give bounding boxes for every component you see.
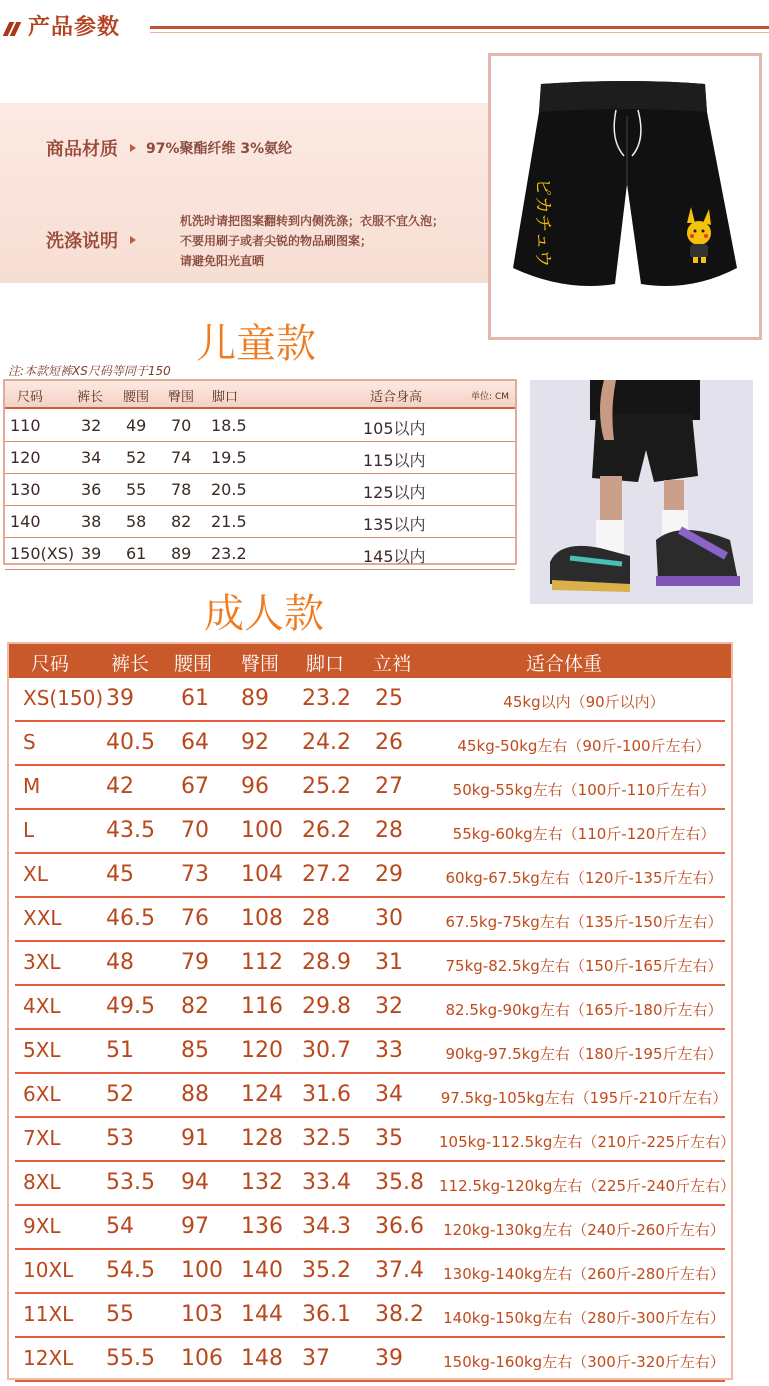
table-cell: 43.5 — [106, 818, 155, 843]
table-cell: 27.2 — [302, 862, 351, 887]
header-cell: 脚口 — [306, 653, 345, 675]
table-cell: 112 — [241, 950, 283, 975]
table-cell: XS(150) — [23, 686, 104, 710]
table-cell: 32.5 — [302, 1126, 351, 1151]
table-cell: 39 — [375, 1346, 403, 1371]
table-cell: 31 — [375, 950, 403, 975]
table-cell: 49.5 — [106, 994, 155, 1019]
table-cell: 135以内 — [363, 515, 426, 534]
table-cell: 58 — [126, 512, 147, 531]
table-row — [9, 986, 731, 1030]
table-cell: 30.7 — [302, 1038, 351, 1063]
table-cell: 33 — [375, 1038, 403, 1063]
table-cell: XL — [23, 862, 48, 886]
header-cell: 裤长 — [111, 653, 150, 675]
table-cell: 21.5 — [211, 512, 247, 531]
table-cell: 132 — [241, 1170, 283, 1195]
table-cell: 25.2 — [302, 774, 351, 799]
model-photo — [530, 380, 753, 604]
table-cell: 54.5 — [106, 1258, 155, 1283]
header-cell: 适合体重 — [526, 653, 603, 675]
arrow-right-icon — [130, 236, 136, 244]
table-cell: L — [23, 818, 35, 842]
weight-range-cell: 82.5kg-90kg左右（165斤-180斤左右） — [445, 1001, 723, 1019]
table-cell: 73 — [181, 862, 209, 887]
header-rule — [150, 32, 769, 33]
table-cell: 20.5 — [211, 480, 247, 499]
print-text: ピカチュウ — [532, 178, 553, 268]
kids-size-table — [3, 379, 517, 565]
table-cell: 42 — [106, 774, 134, 799]
table-cell: 11XL — [23, 1302, 74, 1326]
wash-line: 请避免阳光直晒 — [180, 254, 265, 268]
table-cell: 29 — [375, 862, 403, 887]
table-cell: 5XL — [23, 1038, 61, 1062]
table-cell: 144 — [241, 1302, 283, 1327]
table-cell: 105以内 — [363, 419, 426, 438]
table-cell: M — [23, 774, 41, 798]
table-cell: 97 — [181, 1214, 209, 1239]
table-cell: 34.3 — [302, 1214, 351, 1239]
table-cell: 29.8 — [302, 994, 351, 1019]
weight-range-cell: 105kg-112.5kg左右（210斤-225斤左右） — [439, 1133, 736, 1151]
table-cell: 32 — [81, 416, 102, 435]
table-cell: 12XL — [23, 1346, 74, 1370]
table-row — [9, 722, 731, 766]
table-cell: 70 — [181, 818, 209, 843]
table-cell: 125以内 — [363, 483, 426, 502]
table-cell: 52 — [126, 448, 147, 467]
table-row — [5, 409, 515, 442]
table-cell: 55.5 — [106, 1346, 155, 1371]
table-cell: 61 — [181, 686, 209, 711]
weight-range-cell: 67.5kg-75kg左右（135斤-150斤左右） — [445, 913, 723, 931]
table-cell: 35.8 — [375, 1170, 424, 1195]
table-cell: 38 — [81, 512, 102, 531]
table-cell: 79 — [181, 950, 209, 975]
adult-size-table — [7, 642, 736, 1380]
table-row — [9, 1294, 731, 1338]
table-cell: 28 — [302, 906, 330, 931]
table-cell: 7XL — [23, 1126, 61, 1150]
table-cell: 85 — [181, 1038, 209, 1063]
product-info-panel — [0, 103, 490, 283]
header-cell: 臀围 — [241, 653, 280, 675]
table-cell: 37.4 — [375, 1258, 424, 1283]
table-cell: 74 — [171, 448, 192, 467]
kids-note: 注:本款短裤XS尺码等同于150 — [8, 364, 171, 378]
table-row — [9, 1206, 731, 1250]
table-cell: 78 — [171, 480, 192, 499]
table-cell: 103 — [181, 1302, 223, 1327]
header-cell: 腰围 — [123, 390, 150, 405]
table-cell: 24.2 — [302, 730, 351, 755]
wash-line: 不要用刷子或者尖锐的物品刷图案； — [180, 234, 373, 248]
table-row — [9, 898, 731, 942]
table-cell: 130 — [10, 480, 41, 499]
table-row — [5, 473, 515, 506]
table-row — [9, 1118, 736, 1162]
table-cell: 110 — [10, 416, 41, 435]
table-cell: 67 — [181, 774, 209, 799]
weight-range-cell: 140kg-150kg左右（280斤-300斤左右） — [443, 1309, 725, 1327]
table-cell: 49 — [126, 416, 147, 435]
row-divider — [15, 1380, 725, 1382]
header-cell: 脚口 — [212, 390, 239, 405]
table-cell: 36.1 — [302, 1302, 351, 1327]
table-cell: 91 — [181, 1126, 209, 1151]
table-row — [5, 441, 515, 474]
weight-range-cell: 112.5kg-120kg左右（225斤-240斤左右） — [439, 1177, 736, 1195]
table-cell: 120 — [241, 1038, 283, 1063]
table-cell: 64 — [181, 730, 209, 755]
weight-range-cell: 45kg-50kg左右（90斤-100斤左右） — [457, 737, 711, 755]
table-cell: 82 — [181, 994, 209, 1019]
table-cell: 30 — [375, 906, 403, 931]
model-illustration — [530, 380, 753, 604]
table-cell: 104 — [241, 862, 283, 887]
header-cell: 腰围 — [174, 653, 213, 675]
weight-range-cell: 60kg-67.5kg左右（120斤-135斤左右） — [445, 869, 723, 887]
table-cell: 18.5 — [211, 416, 247, 435]
arrow-right-icon — [130, 144, 136, 152]
weight-range-cell: 55kg-60kg左右（110斤-120斤左右） — [452, 825, 716, 843]
table-row — [5, 537, 515, 570]
product-photo — [488, 53, 762, 340]
table-cell: 39 — [81, 544, 102, 563]
header-cell: 尺码 — [31, 653, 70, 675]
table-row — [9, 1030, 731, 1074]
table-cell: 33.4 — [302, 1170, 351, 1195]
adult-title: 成人款 — [204, 591, 324, 637]
table-cell: 36 — [81, 480, 102, 499]
weight-range-cell: 130kg-140kg左右（260斤-280斤左右） — [443, 1265, 725, 1283]
material-label: 商品材质 — [46, 139, 118, 160]
weight-range-cell: 75kg-82.5kg左右（150斤-165斤左右） — [445, 957, 723, 975]
table-cell: 48 — [106, 950, 134, 975]
table-cell: 38.2 — [375, 1302, 424, 1327]
table-row — [9, 678, 731, 722]
wash-row — [46, 227, 146, 253]
table-row — [9, 854, 731, 898]
table-cell: 19.5 — [211, 448, 247, 467]
weight-range-cell: 45kg以内（90斤以内） — [503, 693, 665, 711]
table-cell: 34 — [375, 1082, 403, 1107]
kids-table-header — [5, 381, 515, 409]
table-cell: 100 — [241, 818, 283, 843]
table-cell: 3XL — [23, 950, 61, 974]
table-cell: 124 — [241, 1082, 283, 1107]
table-cell: 36.6 — [375, 1214, 424, 1239]
kids-title: 儿童款 — [196, 321, 316, 367]
table-cell: 82 — [171, 512, 192, 531]
material-value: 97%聚酯纤维 3%氨纶 — [146, 141, 293, 157]
table-cell: 120 — [10, 448, 41, 467]
table-cell: 61 — [126, 544, 147, 563]
table-cell: 116 — [241, 994, 283, 1019]
weight-range-cell: 97.5kg-105kg左右（195斤-210斤左右） — [440, 1089, 728, 1107]
table-cell: 53 — [106, 1126, 134, 1151]
header-cell: 尺码 — [17, 390, 44, 405]
table-cell: 128 — [241, 1126, 283, 1151]
table-cell: 35 — [375, 1126, 403, 1151]
header-cell: 适合身高 — [370, 390, 423, 405]
table-cell: 6XL — [23, 1082, 61, 1106]
header-cell: 臀围 — [168, 390, 195, 405]
table-cell: 4XL — [23, 994, 61, 1018]
table-cell: 150(XS) — [10, 544, 75, 563]
unit-label: 单位: CM — [471, 392, 509, 402]
table-cell: 28 — [375, 818, 403, 843]
material-row — [46, 135, 292, 161]
table-cell: 9XL — [23, 1214, 61, 1238]
table-cell: 31.6 — [302, 1082, 351, 1107]
table-cell: 148 — [241, 1346, 283, 1371]
table-cell: 106 — [181, 1346, 223, 1371]
wash-label: 洗涤说明 — [46, 231, 118, 252]
table-cell: 88 — [181, 1082, 209, 1107]
table-cell: 25 — [375, 686, 403, 711]
table-cell: 26 — [375, 730, 403, 755]
table-row — [9, 766, 731, 810]
table-cell: 108 — [241, 906, 283, 931]
table-cell: 32 — [375, 994, 403, 1019]
wash-instructions — [180, 211, 444, 271]
header-cell: 立裆 — [373, 653, 412, 675]
table-cell: 27 — [375, 774, 403, 799]
table-cell: 45 — [106, 862, 134, 887]
weight-range-cell: 120kg-130kg左右（240斤-260斤左右） — [443, 1221, 725, 1239]
table-cell: 39 — [106, 686, 134, 711]
table-row — [9, 1162, 736, 1206]
table-cell: 23.2 — [302, 686, 351, 711]
table-cell: 46.5 — [106, 906, 155, 931]
table-cell: 52 — [106, 1082, 134, 1107]
header-cell: 裤长 — [77, 390, 104, 405]
table-cell: 94 — [181, 1170, 209, 1195]
table-cell: XXL — [23, 906, 62, 930]
table-cell: 55 — [106, 1302, 134, 1327]
table-cell: 35.2 — [302, 1258, 351, 1283]
table-row — [9, 1250, 731, 1294]
table-row — [9, 942, 731, 986]
table-cell: 76 — [181, 906, 209, 931]
table-cell: 28.9 — [302, 950, 351, 975]
wash-line: 机洗时请把图案翻转到内侧洗涤；衣服不宜久泡； — [180, 214, 445, 228]
table-cell: 70 — [171, 416, 192, 435]
table-cell: 89 — [171, 544, 192, 563]
table-cell: 51 — [106, 1038, 134, 1063]
table-cell: S — [23, 730, 36, 754]
shorts-illustration — [491, 56, 759, 337]
table-cell: 54 — [106, 1214, 134, 1239]
table-cell: 136 — [241, 1214, 283, 1239]
table-cell: 26.2 — [302, 818, 351, 843]
weight-range-cell: 90kg-97.5kg左右（180斤-195斤左右） — [445, 1045, 723, 1063]
adult-table-header — [9, 644, 731, 678]
table-cell: 10XL — [23, 1258, 74, 1282]
section-title: 产品参数 — [28, 15, 121, 40]
table-cell: 89 — [241, 686, 269, 711]
table-cell: 145以内 — [363, 547, 426, 566]
table-cell: 53.5 — [106, 1170, 155, 1195]
table-row — [5, 505, 515, 538]
table-cell: 37 — [302, 1346, 330, 1371]
weight-range-cell: 150kg-160kg左右（300斤-320斤左右） — [443, 1353, 725, 1371]
table-cell: 55 — [126, 480, 147, 499]
table-cell: 96 — [241, 774, 269, 799]
table-cell: 92 — [241, 730, 269, 755]
table-row — [9, 810, 731, 854]
table-cell: 23.2 — [211, 544, 247, 563]
header-rule — [150, 26, 769, 29]
table-cell: 115以内 — [363, 451, 426, 470]
table-cell: 40.5 — [106, 730, 155, 755]
table-cell: 140 — [241, 1258, 283, 1283]
table-cell: 34 — [81, 448, 102, 467]
table-cell: 140 — [10, 512, 41, 531]
weight-range-cell: 50kg-55kg左右（100斤-110斤左右） — [452, 781, 716, 799]
table-row — [9, 1074, 731, 1118]
table-cell: 8XL — [23, 1170, 61, 1194]
table-cell: 100 — [181, 1258, 223, 1283]
table-row — [9, 1338, 731, 1382]
